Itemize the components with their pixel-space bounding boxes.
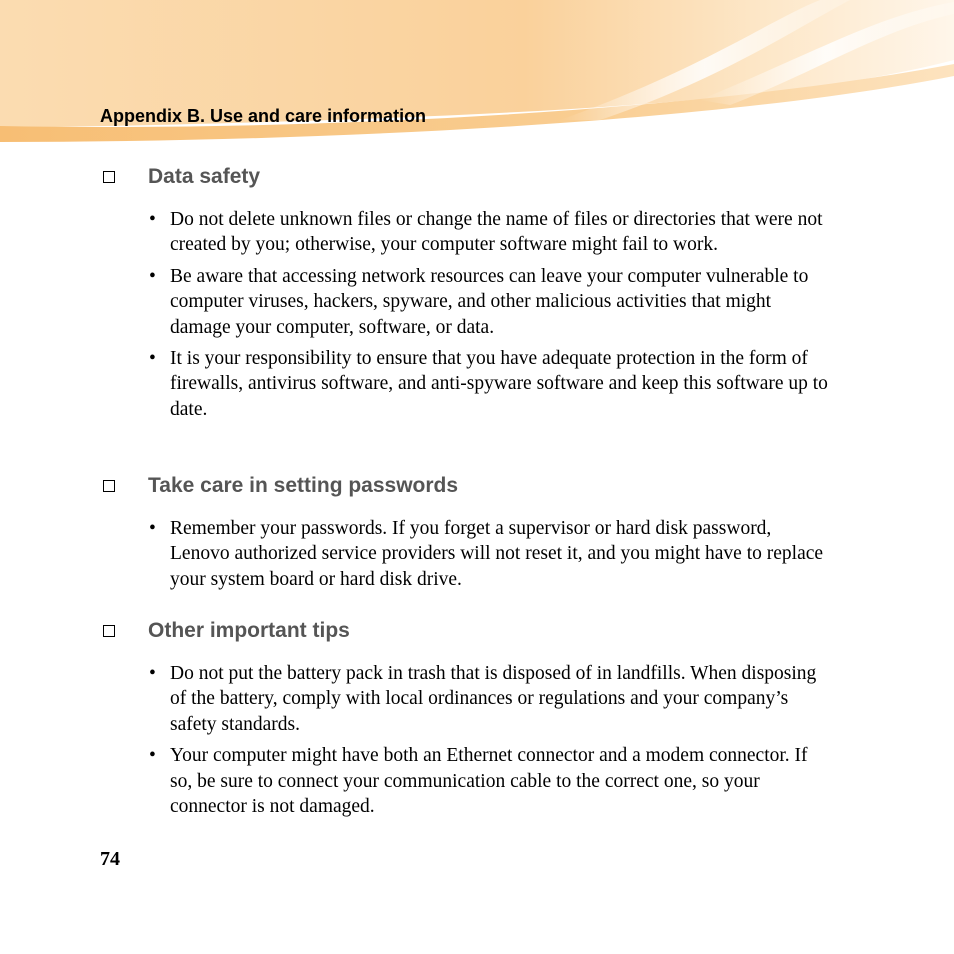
bullet-list <box>100 207 830 422</box>
chapter-header-title: Appendix B. Use and care information <box>100 106 427 126</box>
hollow-square-icon <box>103 480 115 492</box>
list-item <box>100 516 830 592</box>
list-item <box>100 661 830 737</box>
list-item-text: Do not put the battery pack in trash that is disposed of in landfills. When disposing of the battery, comply with local ordinances or regulations and your company’s safety standards. <box>170 663 817 735</box>
bullet-icon: • <box>149 209 156 230</box>
bullet-icon: • <box>149 518 156 539</box>
section-title: Take care in setting passwords <box>148 474 459 497</box>
hollow-square-icon <box>103 625 115 637</box>
list-item <box>100 264 830 340</box>
bullet-icon: • <box>149 265 156 287</box>
bullet-list <box>100 516 830 592</box>
section-heading <box>100 163 830 191</box>
section-data-safety <box>100 163 830 422</box>
bullet-list <box>100 661 830 819</box>
bullet-icon: • <box>149 663 156 684</box>
section-title: Other important tips <box>148 619 350 642</box>
list-item-text: It is your responsibility to ensure that you have adequate protection in the form of firewalls, antivirus software, and anti-spyware software and keep this software up to date. <box>170 348 828 420</box>
section-other-tips <box>100 617 830 819</box>
section-heading <box>100 472 830 500</box>
bullet-icon: • <box>149 348 156 370</box>
list-item <box>100 743 830 819</box>
list-item <box>100 346 830 422</box>
section-heading <box>100 617 830 645</box>
list-item-text: Your computer might have both an Ethernet connector and a modem connector. If so, be sure to connect your communication cable to the correct one, so your connector is not damaged. <box>170 745 808 818</box>
hollow-square-icon <box>103 171 115 183</box>
section-title: Data safety <box>148 165 261 188</box>
list-item-text: Be aware that accessing network resources can leave your computer vulnerable to computer viruses, hackers, spyware, and other malicious activities that might damage your computer, software, or data. <box>170 265 809 338</box>
header-decorative-band <box>0 0 954 150</box>
section-passwords <box>100 472 830 592</box>
bullet-icon: • <box>149 745 156 767</box>
page-number: 74 <box>100 848 120 870</box>
list-item-text: Remember your passwords. If you forget a supervisor or hard disk password, Lenovo authorized service providers will not reset it, and you might have to replace your system board or hard disk drive. <box>170 518 824 590</box>
list-item <box>100 207 830 258</box>
list-item-text: Do not delete unknown files or change the name of files or directories that were not created by you; otherwise, your computer software might fail to work. <box>170 209 823 256</box>
